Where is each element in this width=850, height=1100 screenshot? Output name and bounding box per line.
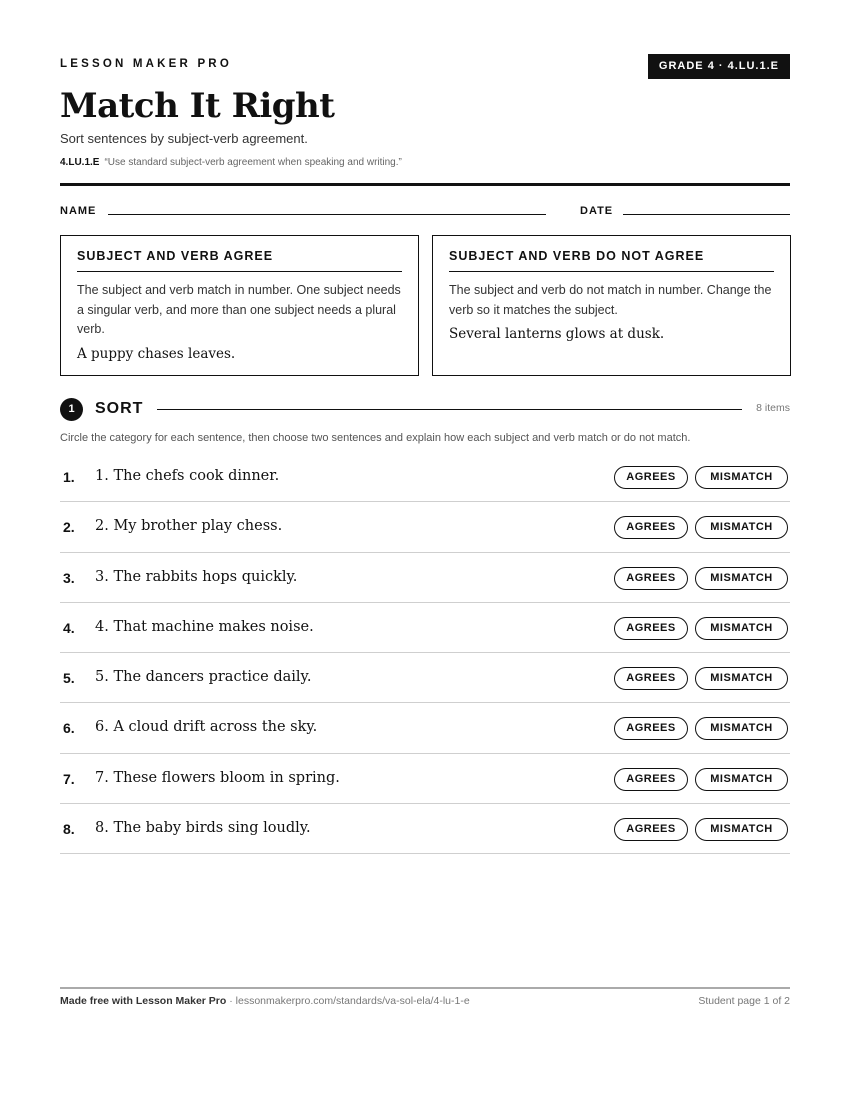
- card-disagree-example: Several lanterns glows at dusk.: [449, 326, 665, 342]
- agrees-option[interactable]: AGREES: [614, 617, 688, 640]
- list-item: [60, 603, 790, 653]
- section-title: SORT: [95, 400, 144, 417]
- item-sentence: 1. The chefs cook dinner.: [95, 468, 280, 484]
- agrees-option[interactable]: AGREES: [614, 818, 688, 841]
- agrees-option[interactable]: AGREES: [614, 717, 688, 740]
- mismatch-option[interactable]: MISMATCH: [695, 617, 788, 640]
- mismatch-option[interactable]: MISMATCH: [695, 667, 788, 690]
- worksheet-page: [60, 0, 790, 1100]
- item-sentence: 2. My brother play chess.: [95, 518, 283, 535]
- card-disagree-title: SUBJECT AND VERB DO NOT AGREE: [449, 249, 774, 272]
- section-item-count: 8 items: [756, 402, 790, 414]
- standard-code: 4.LU.1.E: [60, 157, 100, 168]
- standard-line: [60, 157, 402, 168]
- list-item: [60, 703, 790, 753]
- footer-page-number: Student page 1 of 2: [698, 995, 790, 1007]
- card-agree-title: SUBJECT AND VERB AGREE: [77, 249, 402, 272]
- item-number: 8.: [63, 821, 75, 838]
- name-field[interactable]: [108, 214, 546, 215]
- footer-credit: [60, 995, 470, 1007]
- list-item: [60, 502, 790, 552]
- list-item: [60, 754, 790, 804]
- footer-url: · lessonmakerpro.com/standards/va-sol-ela/4-lu-1-e: [226, 995, 470, 1007]
- card-agree: [60, 235, 419, 376]
- card-agree-example: A puppy chases leaves.: [77, 345, 236, 362]
- mismatch-option[interactable]: MISMATCH: [695, 516, 788, 539]
- mismatch-option[interactable]: MISMATCH: [695, 567, 788, 590]
- item-number: 1.: [63, 469, 75, 485]
- card-agree-body: The subject and verb match in number. One subject needs a singular verb, and more than one subject needs a plural verb.: [77, 283, 401, 336]
- section-instructions: Circle the category for each sentence, then choose two sentences and explain how each subject and verb match or do not match.: [60, 432, 691, 444]
- brand-name: LESSON MAKER PRO: [60, 58, 232, 70]
- item-sentence: 6. A cloud drift across the sky.: [95, 719, 318, 736]
- list-item: [60, 452, 790, 502]
- mismatch-option[interactable]: MISMATCH: [695, 466, 788, 489]
- standard-text: “Use standard subject-verb agreement when speaking and writing.”: [104, 157, 402, 168]
- item-number: 6.: [63, 720, 75, 737]
- mismatch-option[interactable]: MISMATCH: [695, 768, 788, 791]
- page-title: Match It Right: [60, 86, 335, 126]
- mismatch-option[interactable]: MISMATCH: [695, 818, 788, 841]
- mismatch-option[interactable]: MISMATCH: [695, 717, 788, 740]
- item-number: 2.: [63, 519, 75, 536]
- item-sentence: 4. That machine makes noise.: [95, 618, 314, 635]
- agrees-option[interactable]: AGREES: [614, 516, 688, 539]
- card-disagree: [432, 235, 791, 376]
- grade-badge: GRADE 4 · 4.LU.1.E: [648, 54, 790, 79]
- date-field[interactable]: [623, 214, 790, 215]
- item-sentence: 5. The dancers practice daily.: [95, 669, 312, 686]
- agrees-option[interactable]: AGREES: [614, 768, 688, 791]
- item-sentence: 7. These flowers bloom in spring.: [95, 769, 340, 786]
- agrees-option[interactable]: AGREES: [614, 466, 688, 489]
- date-label: DATE: [580, 205, 614, 217]
- item-number: 3.: [63, 569, 75, 586]
- list-item: [60, 553, 790, 603]
- page-subtitle: Sort sentences by subject-verb agreement.: [60, 131, 308, 146]
- item-number: 4.: [63, 619, 75, 636]
- sort-item-list: [60, 452, 790, 854]
- footer-made-with: Made free with Lesson Maker Pro: [60, 995, 227, 1007]
- section-number-badge: 1: [60, 398, 83, 421]
- list-item: [60, 653, 790, 703]
- name-label: NAME: [60, 205, 97, 217]
- item-sentence: 3. The rabbits hops quickly.: [95, 568, 298, 585]
- header-divider: [60, 183, 790, 186]
- card-disagree-body: The subject and verb do not match in number. Change the verb so it matches the subject.: [449, 283, 772, 317]
- agrees-option[interactable]: AGREES: [614, 567, 688, 590]
- item-sentence: 8. The baby birds sing loudly.: [95, 820, 311, 837]
- footer-divider: [60, 987, 790, 989]
- agrees-option[interactable]: AGREES: [614, 667, 688, 690]
- item-number: 7.: [63, 770, 75, 787]
- list-item: [60, 804, 790, 854]
- section-divider: [157, 409, 742, 410]
- item-number: 5.: [63, 670, 75, 687]
